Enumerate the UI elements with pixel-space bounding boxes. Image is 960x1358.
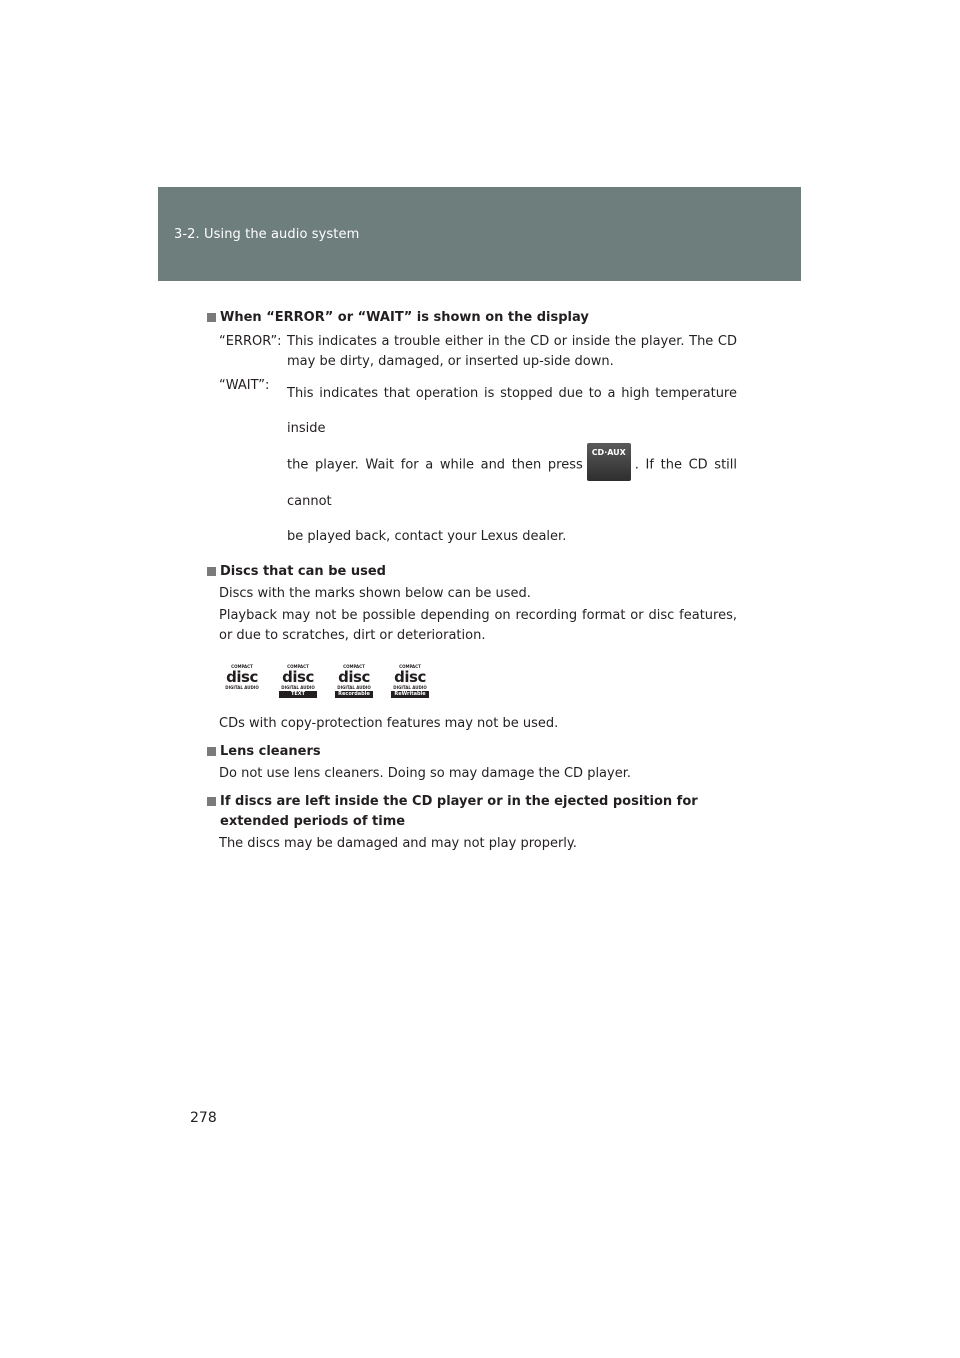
- wait-line-2: [287, 446, 737, 519]
- wait-term: “WAIT”:: [219, 378, 270, 393]
- discs-note: CDs with copy-protection features may not be used.: [219, 716, 559, 731]
- section-title: 3-2. Using the audio system: [174, 227, 360, 242]
- compact-disc-recordable-logo: COMPACT disc DIGITAL AUDIO Recordable: [331, 664, 377, 700]
- discs-line-2: Playback may not be possible depending on recording format or disc features, or due to scratches, dirt or deterioration.: [219, 608, 737, 643]
- wait-line-3: be played back, contact your Lexus dealer.: [287, 529, 567, 544]
- heading-lens-text: Lens cleaners: [220, 744, 321, 759]
- error-term: “ERROR”:: [219, 334, 282, 349]
- heading-lens: [207, 742, 737, 762]
- heading-discs: [207, 562, 737, 582]
- heading-left-inside-text: If discs are left inside the CD player or in the ejected position for extended periods of time: [220, 794, 698, 829]
- heading-discs-text: Discs that can be used: [220, 564, 386, 579]
- square-bullet-icon: [207, 313, 216, 322]
- wait-definition: [219, 376, 737, 554]
- page-content: [207, 308, 737, 854]
- compact-disc-text-logo: COMPACT disc DIGITAL AUDIO TEXT: [275, 664, 321, 700]
- wait-line-1: This indicates that operation is stopped due to a high temperature inside: [287, 386, 737, 436]
- square-bullet-icon: [207, 567, 216, 576]
- compact-disc-audio-logo: COMPACT disc DIGITAL AUDIO: [225, 664, 259, 690]
- cd-aux-button-label: CD·AUX: [591, 448, 626, 457]
- square-bullet-icon: [207, 797, 216, 806]
- page-number: 278: [190, 1110, 217, 1126]
- discs-line-1: Discs with the marks shown below can be used.: [219, 586, 531, 601]
- cd-aux-button-icon: [587, 443, 631, 481]
- error-description: This indicates a trouble either in the CD or inside the player. The CD may be dirty, damaged, or inserted up-side down.: [287, 334, 737, 369]
- heading-error-wait: [207, 308, 737, 328]
- heading-left-inside: [207, 792, 737, 832]
- wait-line-2-pre: the player. Wait for a while and then press: [287, 457, 583, 473]
- wait-line-2-post: . If the CD still cannot: [287, 457, 738, 509]
- compact-disc-rewritable-logo: COMPACT disc DIGITAL AUDIO ReWritable: [387, 664, 433, 700]
- disc-logos: [207, 664, 737, 700]
- left-inside-text: The discs may be damaged and may not play properly.: [219, 836, 577, 851]
- lens-text: Do not use lens cleaners. Doing so may damage the CD player.: [219, 766, 631, 781]
- square-bullet-icon: [207, 747, 216, 756]
- header-band: [158, 187, 801, 281]
- error-definition: [219, 332, 737, 372]
- heading-error-wait-text: When “ERROR” or “WAIT” is shown on the display: [220, 310, 589, 325]
